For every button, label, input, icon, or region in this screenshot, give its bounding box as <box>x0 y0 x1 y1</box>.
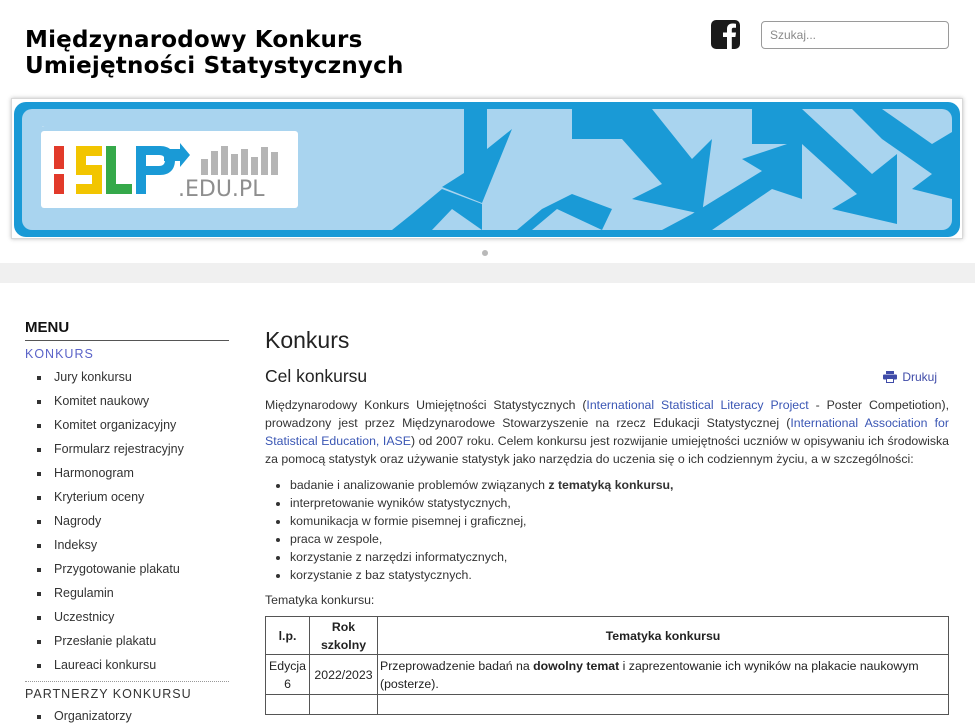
menu-item-indeksy[interactable]: Indeksy <box>25 533 229 557</box>
goals-list <box>290 476 949 584</box>
menu-list <box>25 365 229 677</box>
menu-item-przygotowanie[interactable]: Przygotowanie plakatu <box>25 557 229 581</box>
intro-paragraph <box>265 396 949 468</box>
menu-item-jury[interactable]: Jury konkursu <box>25 365 229 389</box>
goal-item: • korzystanie z baz statystycznych. <box>290 566 949 584</box>
logo-text: ISLP <box>42 127 45 128</box>
menu-section-konkurs[interactable]: KONKURS <box>25 347 94 361</box>
goal-text: badanie i analizowanie problemów związanych <box>290 478 549 492</box>
menu-item-formularz[interactable]: Formularz rejestracyjny <box>25 437 229 461</box>
print-button[interactable] <box>883 370 937 384</box>
menu-item-nagrody[interactable]: Nagrody <box>25 509 229 533</box>
site-title[interactable] <box>25 27 404 79</box>
cell-lp: Edycja 6 <box>266 655 310 695</box>
printer-icon <box>883 371 897 383</box>
banner-slider[interactable] <box>11 98 963 239</box>
col-lp-header: l.p. <box>266 617 310 655</box>
cell-year: 2022/2023 <box>310 655 378 695</box>
site-title-line2[interactable]: Umiejętności Statystycznych <box>25 53 404 79</box>
section-title: Cel konkursu <box>265 366 368 386</box>
table-row <box>266 695 949 715</box>
slider-dot[interactable] <box>482 250 488 256</box>
goal-item <box>290 476 949 494</box>
page-title: Konkurs <box>265 327 350 353</box>
cell-empty <box>310 695 378 715</box>
cell-empty <box>266 695 310 715</box>
goal-item: • komunikacja w formie pisemnej i graficznej, <box>290 512 949 530</box>
intro-text-2: - Poster Competiotion), prowadzony jest przez Międzynarodowe Stowarzyszenie na rzecz Edukacji Statystycznej ( <box>265 398 949 430</box>
menu-heading: MENU <box>25 319 229 341</box>
menu-item-organizatorzy[interactable]: Organizatorzy <box>25 705 229 727</box>
logo-domain-text: .EDU.PL <box>178 177 265 202</box>
cell-empty <box>378 695 949 715</box>
intro-text-1: Międzynarodowy Konkurs Umiejętności Statystycznych ( <box>265 398 587 412</box>
menu-list-partnerzy <box>25 705 229 727</box>
subtitle-row <box>265 366 949 388</box>
goal-item: • interpretowanie wyników statystycznych, <box>290 494 949 512</box>
menu-item-przeslanie[interactable]: Przesłanie plakatu <box>25 629 229 653</box>
menu-item-regulamin[interactable]: Regulamin <box>25 581 229 605</box>
iase-link[interactable]: International Association for Statistical Education, IASE <box>265 416 949 448</box>
menu-item-laureaci[interactable]: Laureaci konkursu <box>25 653 229 677</box>
menu-section-partnerzy[interactable]: PARTNERZY KONKURSU <box>25 687 192 701</box>
table-row <box>266 655 949 695</box>
menu-separator <box>25 681 229 682</box>
menu-item-harmonogram[interactable]: Harmonogram <box>25 461 229 485</box>
separator-band <box>0 263 975 283</box>
menu-item-kryterium[interactable]: Kryterium oceny <box>25 485 229 509</box>
topics-label: Tematyka konkursu: <box>265 593 375 607</box>
print-label[interactable]: Drukuj <box>902 370 937 384</box>
banner-image <box>12 99 964 240</box>
topic-text-b: i zaprezentowanie ich wyników na plakacie naukowym (posterze). <box>380 658 919 691</box>
goal-item: • praca w zespole, <box>290 530 949 548</box>
intro-text-3: ) od 2007 roku. Celem konkursu jest rozwijanie umiejętności uczniów w opisywaniu ich środowiska za pomocą statystyk oraz używanie statystyk jako narzędzia do uczenia się o ich codziennym życiu, a w szczególności: <box>265 434 949 466</box>
table-header-row <box>266 617 949 655</box>
menu-item-komitet-naukowy[interactable]: Komitet naukowy <box>25 389 229 413</box>
cell-topic <box>378 655 949 695</box>
col-year-header: Rok szkolny <box>310 617 378 655</box>
main-content <box>265 326 949 715</box>
sidebar-menu <box>25 319 229 727</box>
col-topic-header: Tematyka konkursu <box>378 617 949 655</box>
facebook-link[interactable] <box>711 20 740 49</box>
topics-table <box>265 616 949 715</box>
menu-item-uczestnicy[interactable]: Uczestnicy <box>25 605 229 629</box>
goal-bold: z tematyką konkursu, <box>548 478 674 492</box>
facebook-icon <box>718 22 740 49</box>
goal-item: • korzystanie z narzędzi informatycznych, <box>290 548 949 566</box>
topic-text-a: Przeprowadzenie badań na <box>380 658 534 673</box>
islp-link[interactable]: International Statistical Literacy Project <box>586 398 809 412</box>
site-title-line1[interactable]: Międzynarodowy Konkurs <box>25 27 363 53</box>
search-input[interactable] <box>761 21 949 49</box>
topic-bold: dowolny temat <box>533 658 620 673</box>
menu-item-komitet-organizacyjny[interactable]: Komitet organizacyjny <box>25 413 229 437</box>
